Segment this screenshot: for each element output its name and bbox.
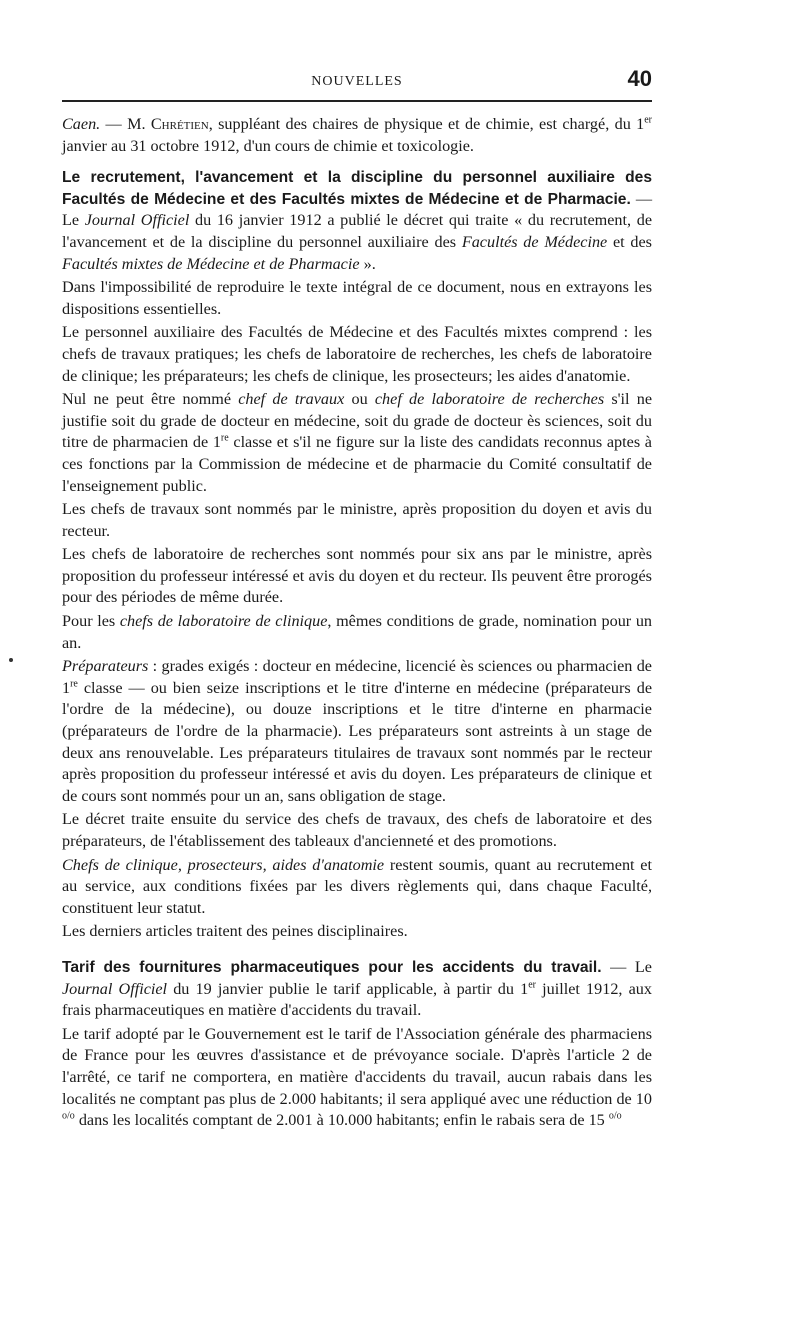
paragraph: Nul ne peut être nommé chef de travaux ou chef de laboratoire de recherches s'il ne justifie soit du grade de docteur en médecine, soit du grade de docteur ès sciences, soit du titre de pharmacien de 1re classe et s'il ne figure sur la liste des candidats reconnus aptes à ces fonctions par la Commission de médecine et de pharmacie du Comité consultatif de l'enseignement public. xyxy=(62,390,652,495)
place-caen: Caen. xyxy=(62,115,101,133)
paragraph: Le personnel auxiliaire des Facultés de Médecine et des Facultés mixtes comprend : les chefs de travaux pratiques; les chefs de laboratoire de recherches, les chefs de laboratoire de clinique; les préparateurs; les chefs de clinique, les prosecteurs; les aides d'anatomie. xyxy=(62,323,652,385)
paragraph: Préparateurs : grades exigés : docteur en médecine, licencié ès sciences ou pharmacien de 1re classe — ou bien seize inscriptions et le titre d'interne en médecine (préparateurs de l'ordre de la médecine), ou douze inscriptions et le titre d'interne en pharmacie (préparateurs de l'ordre de la pharmacie). Les préparateurs sont astreints à un stage de deux ans renouvelable. Les préparateurs titulaires de travaux sont nommés par le recteur après proposition du professeur intéressé et avis du doyen. Les préparateurs de clinique et de cours sont nommés pour un an, sans obligation de stage. xyxy=(62,657,652,805)
paragraph: Le décret traite ensuite du service des chefs de travaux, des chefs de laboratoire et des préparateurs, de l'établissement des tableaux d'ancienneté et des promotions. xyxy=(62,810,652,850)
running-title: NOUVELLES xyxy=(311,74,403,89)
news-item-caen: Caen. — M. Chrétien, suppléant des chaires de physique et de chimie, est chargé, du 1er janvier au 31 octobre 1912, d'un cours de chimie et toxicologie. xyxy=(62,114,652,155)
paragraph: Chefs de clinique, prosecteurs, aides d'anatomie restent soumis, quant au recrutement et au service, aux conditions fixées par les divers règlements qui, dans chaque Faculté, constituent leur statut. xyxy=(62,855,652,917)
journal-title: Journal Officiel xyxy=(62,979,168,998)
paragraph: Le tarif adopté par le Gouvernement est le tarif de l'Association générale des pharmaciens de France pour les œuvres d'assistance et de prévoyance sociale. D'après l'article 2 de l'arrêté, ce tarif ne comportera, en matière d'accidents du travail, aucun rabais dans les localités ne comptant pas plus de 2.000 habitants; il sera appliqué avec une réduction de 10 $^{o/o}$ dans les localités comptant de 2.001 à 10.000 habitants; enfin le rabais sera de 15 $^{o/o}$ xyxy=(62,1024,652,1130)
paragraph: Les chefs de laboratoire de recherches sont nommés pour six ans par le ministre, après proposition du professeur intéressé et avis du doyen et du recteur. Ils peuvent être prorogés pour des périodes de même durée. xyxy=(62,545,652,607)
section-heading-tarif: Tarif des fournitures pharmaceutiques pour les accidents du travail. xyxy=(62,958,602,976)
journal-title: Journal Officiel xyxy=(84,211,190,230)
section-recrutement-intro: Le recrutement, l'avancement et la discipline du personnel auxiliaire des Facultés de Médecine et des Facultés mixtes de Médecine et de Pharmacie. — Le Journal Officiel du 16 janvier 1912 a publié le décret qui traite « du recrutement, de l'avancement et de la discipline du personnel auxiliaire des Facultés de Médecine et des Facultés mixtes de Médecine et de Pharmacie ». xyxy=(62,169,653,273)
paragraph: Dans l'impossibilité de reproduire le texte intégral de ce document, nous en extrayons les dispositions essentielles. xyxy=(62,278,652,318)
running-head xyxy=(62,66,652,96)
section-tarif-intro: Tarif des fournitures pharmaceutiques pour les accidents du travail. — Le Journal Officiel du 19 janvier publie le tarif applicable, à partir du 1er juillet 1912, aux frais pharmaceutiques en matière d'accidents du travail. xyxy=(62,957,652,1020)
header-rule xyxy=(62,100,652,102)
paragraph: Les derniers articles traitent des peines disciplinaires. xyxy=(62,922,408,941)
person-name: Chrétien xyxy=(150,115,209,133)
section-heading-recrutement: Le recrutement, l'avancement et la discipline du personnel auxiliaire des Facultés de Médecine et des Facultés mixtes de Médecine et de Pharmacie. xyxy=(62,169,652,208)
paragraph: Les chefs de travaux sont nommés par le ministre, après proposition du doyen et avis du recteur. xyxy=(62,500,652,540)
document-page xyxy=(62,66,652,1132)
paragraph: Pour les chefs de laboratoire de clinique, mêmes conditions de grade, nomination pour un an. xyxy=(62,612,653,652)
margin-mark xyxy=(9,658,13,662)
page-number: 40 xyxy=(627,66,652,91)
